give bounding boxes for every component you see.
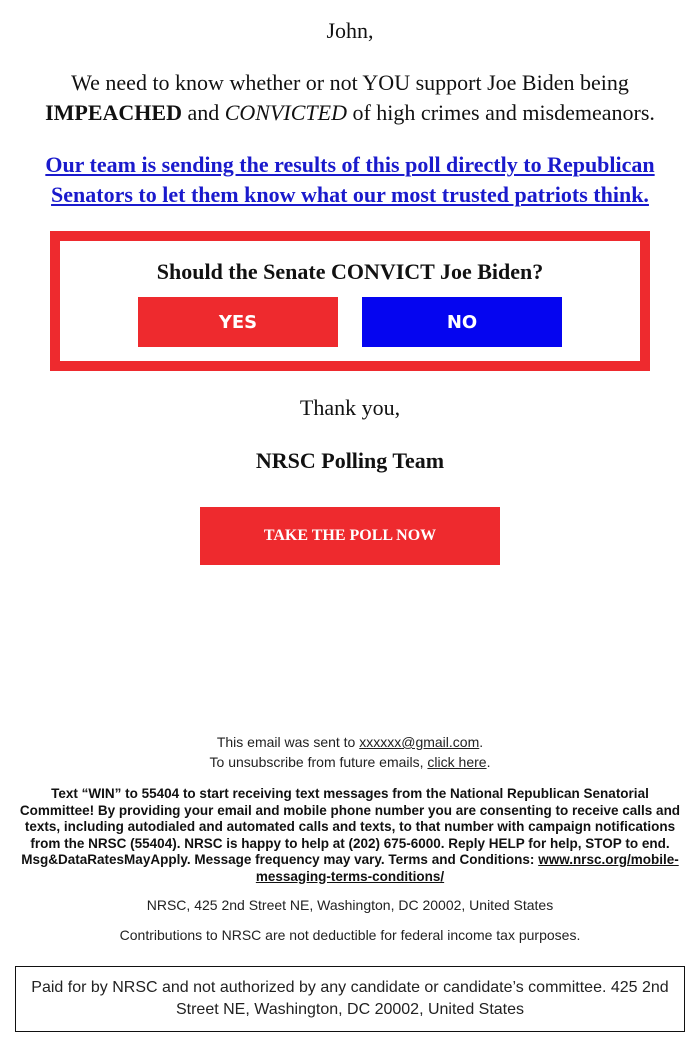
no-button[interactable]: NO [362, 297, 562, 347]
sent-suffix: . [479, 734, 484, 750]
paid-for-disclaimer: Paid for by NRSC and not authorized by any candidate or candidate’s committee. 425 2nd Street NE, Washington, DC 20002, United States [15, 966, 685, 1032]
address-line: NRSC, 425 2nd Street NE, Washington, DC 20002, United States [146, 897, 554, 913]
tax-note: Contributions to NRSC are not deductible for federal income tax purposes. [119, 927, 581, 943]
terms-link[interactable]: www.nrsc.org/mobile-messaging-terms-conditions/ [255, 852, 679, 884]
signature: NRSC Polling Team [255, 448, 445, 473]
sent-prefix: This email was sent to [216, 734, 360, 750]
sms-opt-in-text [18, 786, 682, 885]
thank-you-text: Thank you, [299, 395, 401, 420]
greeting: John, [326, 18, 374, 43]
yes-button[interactable]: YES [138, 297, 338, 347]
intro-paragraph [10, 68, 690, 128]
impeached-word: IMPEACHED [45, 100, 182, 125]
poll-box [50, 231, 650, 371]
sms-body: Text “WIN” to 55404 to start receiving text messages from the National Republican Senatorial Committee! By providing your email and mobile phone number you are consenting to receive calls and texts, including autodialed and automated calls and texts, to that number with campaign notifications from the NRSC (55404). NRSC is happy to help at (202) 675-6000. Reply HELP for help, STOP to end. Msg&DataRatesMayApply. Message frequency may vary. Terms and Conditions: [19, 786, 681, 867]
unsubscribe-line [0, 753, 700, 771]
convicted-word: CONVICTED [224, 100, 347, 125]
poll-results-link[interactable]: Our team is sending the results of this poll directly to Republican Senators to let them know what our most trusted patriots think. [45, 152, 655, 207]
unsub-suffix: . [486, 754, 491, 770]
poll-question: Should the Senate CONVICT Joe Biden? [156, 259, 544, 284]
sent-to-line [0, 733, 700, 751]
intro-text-1: We need to know whether or not YOU support Joe Biden being [71, 70, 629, 95]
unsub-prefix: To unsubscribe from future emails, [209, 754, 428, 770]
unsubscribe-link[interactable]: click here [427, 754, 487, 770]
intro-and: and [181, 100, 225, 125]
recipient-email-link[interactable]: xxxxxx@gmail.com [359, 734, 480, 750]
take-poll-button[interactable]: TAKE THE POLL NOW [200, 507, 500, 565]
intro-text-2: of high crimes and misdemeanors. [346, 100, 655, 125]
